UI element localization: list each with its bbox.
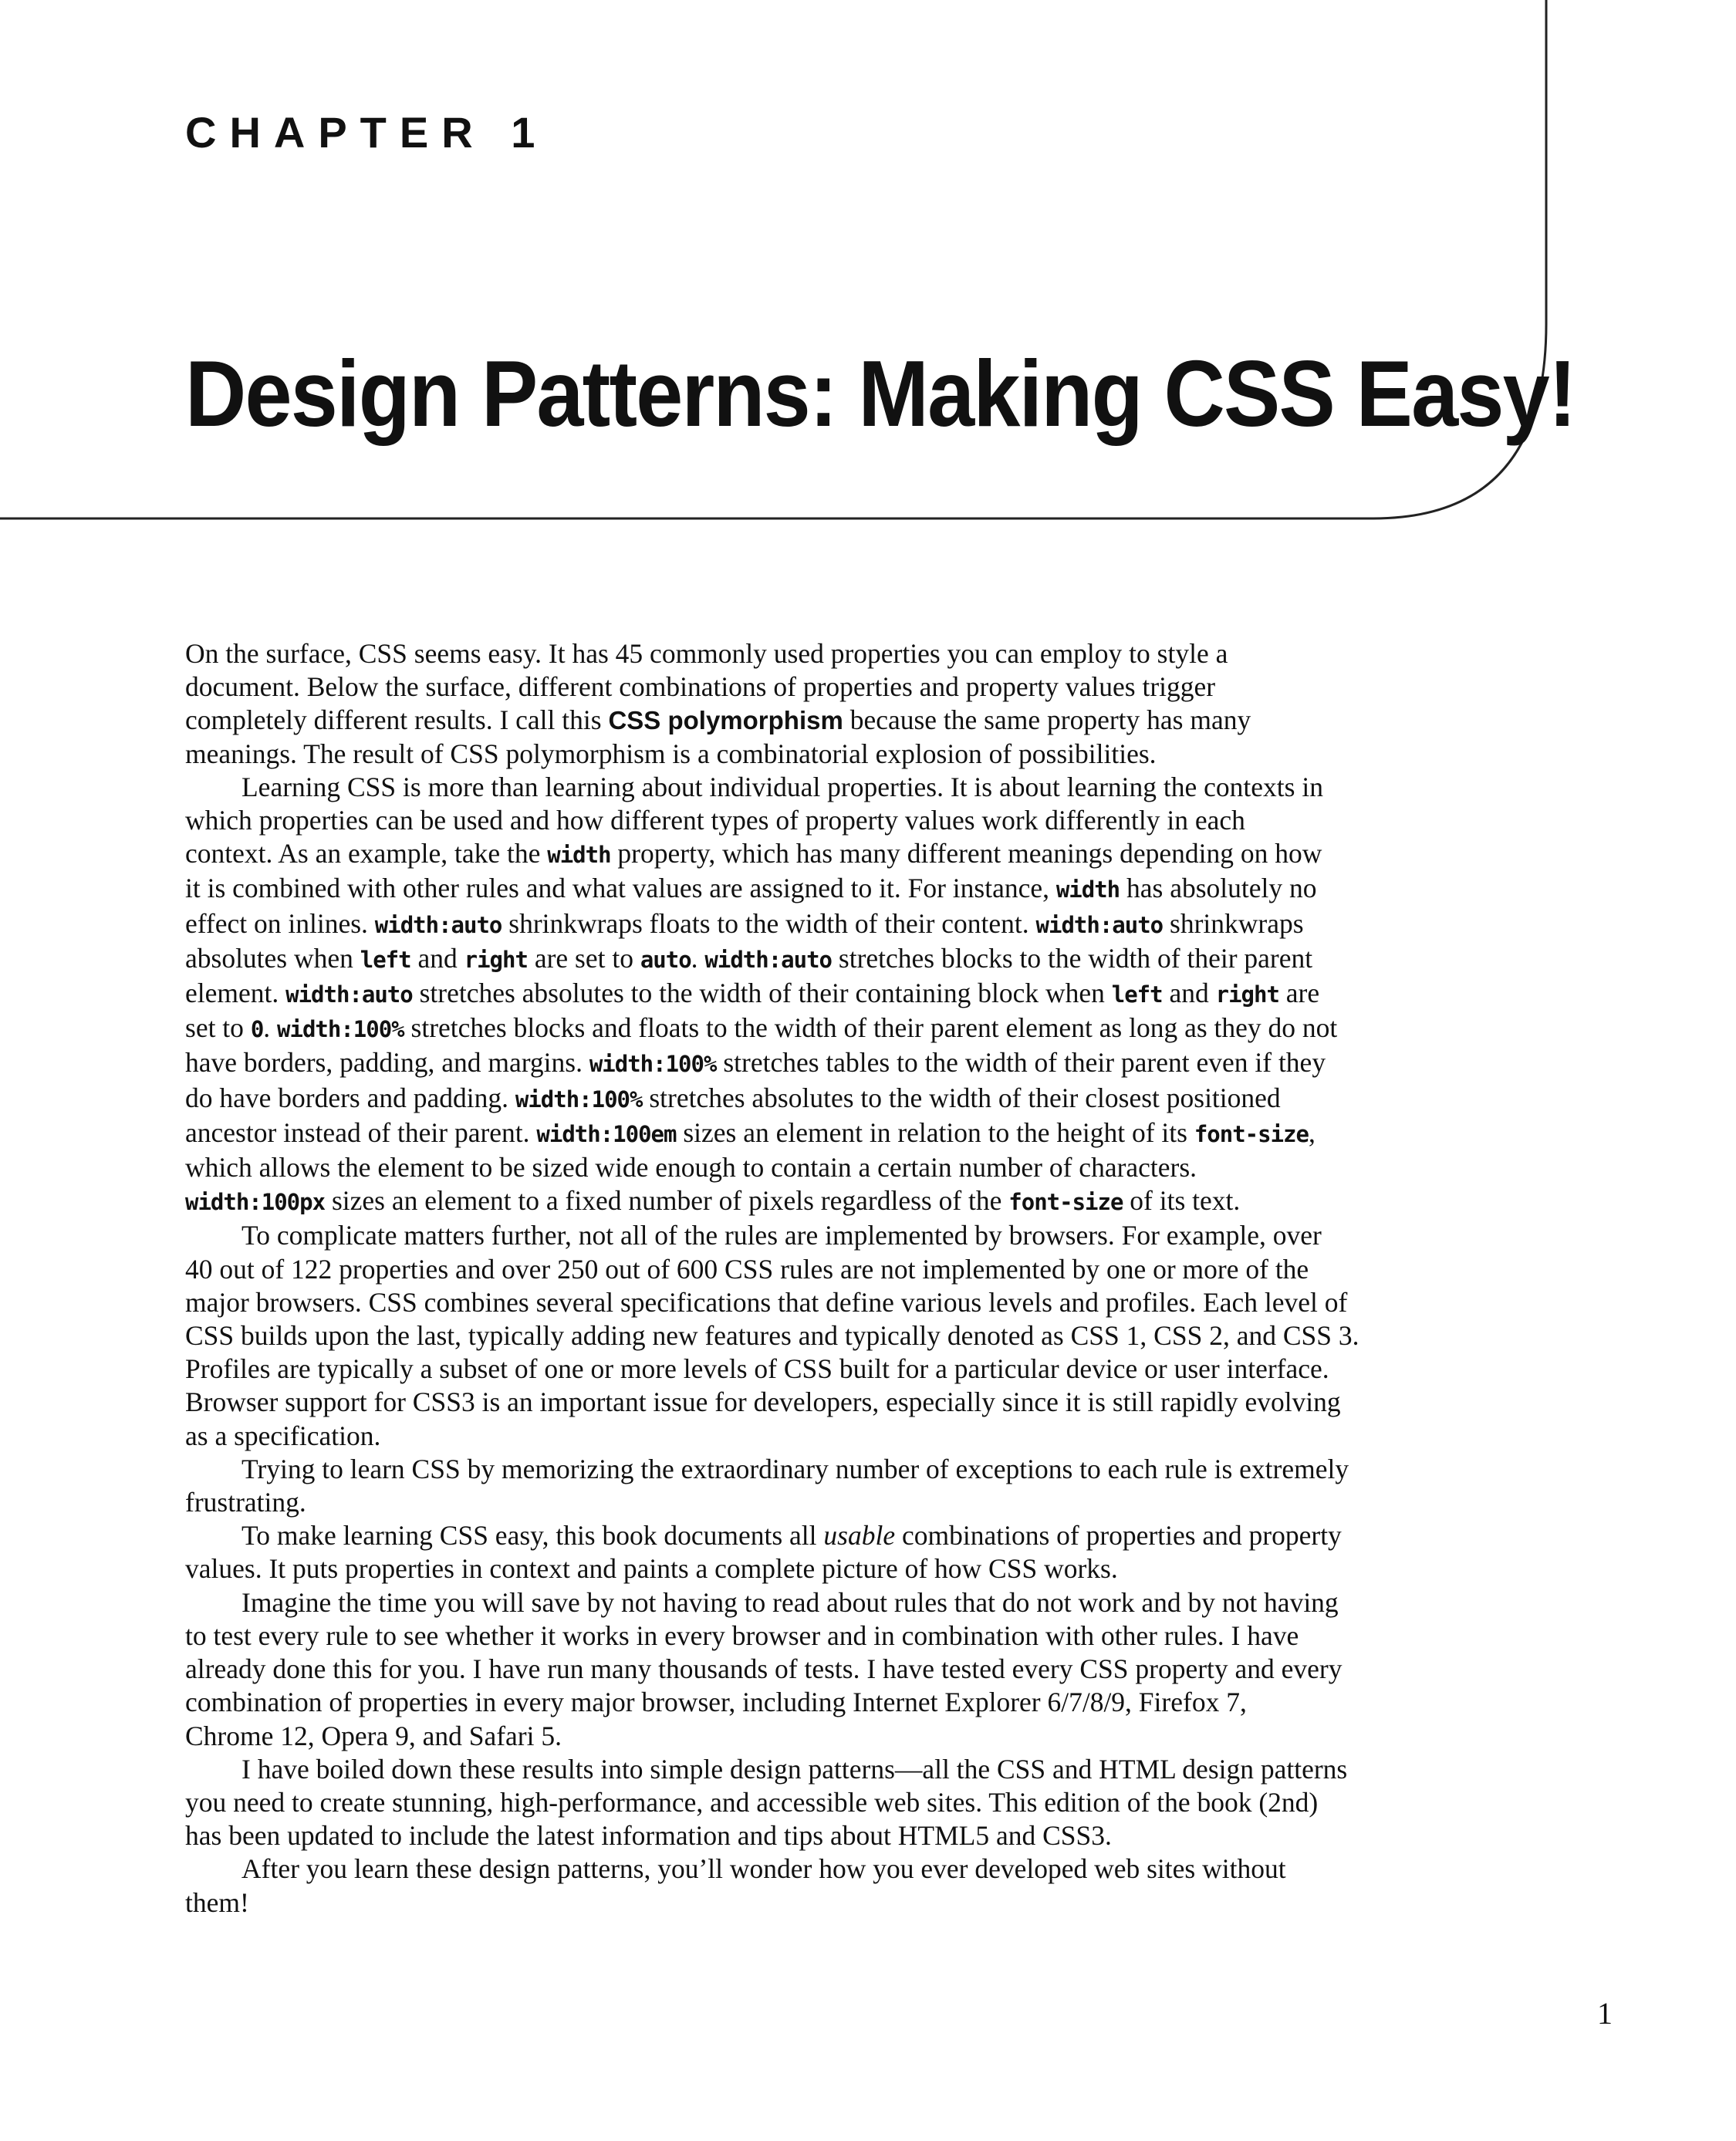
paragraph-5: To make learning CSS easy, this book documents all usable combinations of properties and property values. It puts properties in context and paints a complete picture of how CSS works. (185, 1520, 1342, 1585)
paragraph-6: Imagine the time you will save by not having to read about rules that do not work and by not having to test every rule to see whether it works in every browser and in combination with other rules. I have already done this for you. I have run many thousands of tests. I have tested every CSS property and every combination of properties in every major browser, including Internet Explorer 6/7/8/9, Firefox 7, Chrome 12, Opera 9, and Safari 5. (185, 1586, 1343, 1751)
chapter-header-frame (0, 0, 1736, 540)
paragraph-2: Learning CSS is more than learning about individual properties. It is about learning the contexts in which properties can be used and how different types of property values work differently in each context. As an example, take the width property, which has many different meanings depending on how it is combined with other rules and what values are assigned to it. For instance, width has absolutely no effect on inlines. width:auto shrinkwraps floats to the width of their content. width:auto shrinkwraps absolutes when left and right are set to auto. width:auto stretches blocks to the width of their parent element. width:auto stretches absolutes to the width of their containing block when left and right are set to 0. width:100% stretches blocks and floats to the width of their parent element as long as they do not have borders, padding, and margins. width:100% stretches tables to the width of their parent even if they do have borders and padding. width:100% stretches absolutes to the width of their closest positioned ancestor instead of their parent. width:100em sizes an element in relation to the height of its font-size, which allows the element to be sized wide enough to contain a certain number of characters. width:100px sizes an element to a fixed number of pixels regardless of the font-size of its text. (185, 771, 1338, 1217)
chapter-label: CHAPTER 1 (185, 108, 549, 157)
paragraph-7: I have boiled down these results into simple design patterns—all the CSS and HTML design patterns you need to create stunning, high-performance, and accessible web sites. This edition of the book (2nd) has been updated to include the latest information and tips about HTML5 and CSS3. (185, 1753, 1348, 1852)
paragraph-1: On the surface, CSS seems easy. It has 45 commonly used properties you can employ to style a document. Below the surface, different combinations of properties and property values trigger completely different results. I call this CSS polymorphism because the same property has many meanings. The result of CSS polymorphism is a combinatorial explosion of possibilities. (185, 638, 1251, 769)
paragraph-3: To complicate matters further, not all of the rules are implemented by browsers. For example, over 40 out of 122 properties and over 250 out of 600 CSS rules are not implemented by one or more of the major browsers. CSS combines several specifications that define various levels and profiles. Each level of CSS builds upon the last, typically adding new features and typically denoted as CSS 1, CSS 2, and CSS 3. Profiles are typically a subset of one or more levels of CSS built for a particular device or user interface. Browser support for CSS3 is an important issue for developers, especially since it is still rapidly evolving as a specification. (185, 1220, 1359, 1451)
page-number: 1 (1597, 1996, 1613, 2031)
chapter-title: Design Patterns: Making CSS Easy! (185, 341, 1576, 446)
paragraph-4: Trying to learn CSS by memorizing the extraordinary number of exceptions to each rule is extremely frustrating. (185, 1453, 1349, 1518)
paragraph-8: After you learn these design patterns, you’ll wonder how you ever developed web sites without them! (185, 1853, 1286, 1918)
body-text (185, 637, 1543, 1920)
